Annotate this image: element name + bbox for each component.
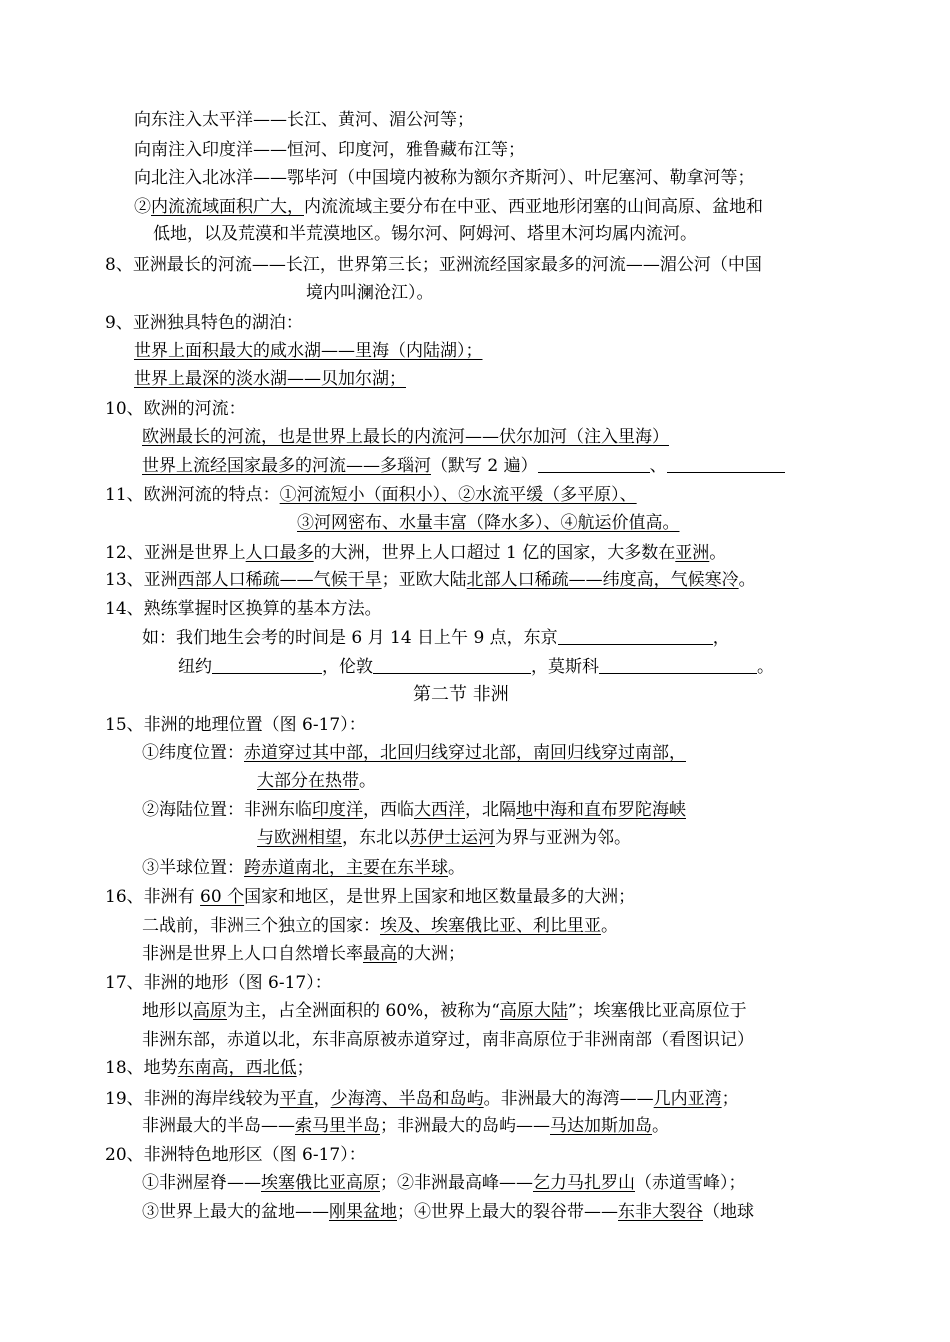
underlined-key-text: 跨赤道南北，主要在东半球 xyxy=(244,858,448,878)
text-run: ③半球位置： xyxy=(142,858,244,878)
underlined-key-text: ③河网密布、水量丰富（降水多）、④航运价值高。 xyxy=(297,513,680,533)
underlined-key-text: 赤道穿过其中部，北回归线穿过北部，南回归线穿过南部， xyxy=(244,743,686,763)
underlined-key-text: 埃及、埃塞俄比亚、利比里亚 xyxy=(380,916,601,936)
text-line xyxy=(105,483,637,507)
text-line xyxy=(105,253,762,277)
text-line xyxy=(105,311,303,335)
underlined-key-text: 乞力马扎罗山 xyxy=(533,1173,635,1193)
text-line xyxy=(142,798,686,822)
text-run: ， xyxy=(712,628,730,648)
underlined-key-text: 埃塞俄比亚高原 xyxy=(261,1173,380,1193)
text-line xyxy=(134,138,525,162)
underlined-key-text: 60 个 xyxy=(200,887,245,907)
text-run: ；②非洲最高峰—— xyxy=(380,1173,533,1193)
underlined-key-text: 大西洋 xyxy=(414,800,465,820)
text-run: ； xyxy=(296,1058,314,1078)
text-line xyxy=(306,281,434,305)
underlined-key-text: 高原 xyxy=(193,1001,227,1021)
text-run: 9、亚洲独具特色的湖泊： xyxy=(105,313,303,333)
text-line xyxy=(153,222,697,246)
underlined-key-text: 北部人口稀疏——纬度高，气候寒冷 xyxy=(466,570,739,590)
underlined-key-text: 苏伊士运河 xyxy=(410,828,495,848)
text-run: 。 xyxy=(757,657,774,677)
text-line xyxy=(297,511,680,535)
answer-blank[interactable] xyxy=(558,627,713,645)
text-run: ； xyxy=(721,1089,739,1109)
underlined-key-text: 亚洲 xyxy=(675,543,710,563)
underlined-key-text: 人口最多 xyxy=(245,543,314,563)
text-line xyxy=(142,1171,746,1195)
answer-blank[interactable] xyxy=(538,455,650,473)
text-run: 低地，以及荒漠和半荒漠地区。锡尔河、阿姆河、塔里木河均属内流河。 xyxy=(153,224,697,244)
text-run: ②海陆位置：非洲东临 xyxy=(142,800,312,820)
text-line xyxy=(134,195,763,219)
underlined-key-text: 东南高，西北低 xyxy=(177,1058,297,1078)
text-run: 17、非洲的地形（图 6-17）： xyxy=(105,973,332,993)
text-run: ② xyxy=(134,197,151,217)
text-line xyxy=(142,999,747,1023)
text-run: 境内叫澜沧江）。 xyxy=(306,283,434,303)
text-line xyxy=(105,713,366,737)
text-run: 二战前，非洲三个独立的国家： xyxy=(142,916,380,936)
text-run: 16、非洲有 xyxy=(105,887,201,907)
text-line xyxy=(142,942,465,966)
text-line xyxy=(178,655,774,679)
text-line xyxy=(142,856,465,880)
underlined-key-text: 印度洋 xyxy=(312,800,363,820)
answer-blank[interactable] xyxy=(373,656,531,674)
text-line xyxy=(105,1056,314,1080)
text-run: 18、地势 xyxy=(105,1058,178,1078)
text-run: 19、非洲的海岸线较为 xyxy=(105,1089,280,1109)
text-line xyxy=(257,769,376,793)
text-run: 、 xyxy=(649,456,667,476)
underlined-key-text: 地中海和直布罗陀海峡 xyxy=(516,800,686,820)
text-run: 向南注入印度洋——恒河、印度河，雅鲁藏布江等； xyxy=(134,140,525,160)
underlined-key-text: 东非大裂谷 xyxy=(618,1202,703,1222)
text-run: 15、非洲的地理位置（图 6-17）： xyxy=(105,715,366,735)
text-run: ①非洲屋脊—— xyxy=(142,1173,261,1193)
answer-blank[interactable] xyxy=(212,656,322,674)
text-run: 为主，占全洲面积的 60%，被称为“ xyxy=(227,1001,500,1021)
answer-blank[interactable] xyxy=(599,656,757,674)
underlined-key-text: 欧洲最长的河流，也是世界上最长的内流河——伏尔加河（注入里海） xyxy=(142,427,669,447)
text-line xyxy=(105,885,635,909)
underlined-key-text: ①河流短小（面积小）、②水流平缓（多平原）、 xyxy=(279,485,637,505)
text-line xyxy=(105,397,246,421)
text-line xyxy=(257,826,631,850)
text-run: 13、亚洲 xyxy=(105,570,178,590)
underlined-key-text: 最高 xyxy=(363,944,397,964)
text-line xyxy=(105,541,726,565)
underlined-key-text: 与欧洲相望 xyxy=(257,828,342,848)
underlined-key-text: 内流流域面积广大， xyxy=(151,197,304,217)
underlined-key-text: 马达加斯加岛 xyxy=(550,1116,652,1136)
text-run: 地形以 xyxy=(142,1001,193,1021)
text-run: ③世界上最大的盆地—— xyxy=(142,1202,329,1222)
text-line xyxy=(134,339,483,363)
text-line xyxy=(142,454,785,478)
text-run: 10、欧洲的河流： xyxy=(105,399,246,419)
text-run: ”；埃塞俄比亚高原位于 xyxy=(567,1001,747,1021)
text-run: 。 xyxy=(448,858,465,878)
text-line xyxy=(142,914,618,938)
text-run: ；亚欧大陆 xyxy=(381,570,467,590)
text-run: 向东注入太平洋——长江、黄河、湄公河等； xyxy=(134,110,474,130)
underlined-key-text: 索马里半岛 xyxy=(295,1116,380,1136)
text-line xyxy=(142,425,669,449)
underlined-key-text: 世界上流经国家最多的河流——多瑙河 xyxy=(142,456,431,476)
text-run: 20、非洲特色地形区（图 6-17）： xyxy=(105,1145,366,1165)
text-run: 。非洲最大的海湾—— xyxy=(483,1089,654,1109)
underlined-key-text: 世界上面积最大的咸水湖——里海（内陆湖）； xyxy=(134,341,483,361)
text-line xyxy=(134,367,406,391)
underlined-key-text: 少海湾、半岛和岛屿 xyxy=(330,1089,484,1109)
text-run: ， xyxy=(313,1089,331,1109)
text-line xyxy=(105,1143,366,1167)
text-run: 非洲东部，赤道以北，东非高原被赤道穿过，南非高原位于非洲南部（看图识记） xyxy=(142,1030,754,1050)
text-line xyxy=(142,741,686,765)
text-run: （默写 2 遍） xyxy=(431,456,538,476)
text-line xyxy=(134,108,474,132)
text-run: 如：我们地生会考的时间是 6 月 14 日上午 9 点，东京 xyxy=(142,628,558,648)
text-line xyxy=(105,1087,739,1111)
text-run: （赤道雪峰）； xyxy=(635,1173,746,1193)
text-run: ；④世界上最大的裂谷带—— xyxy=(397,1202,618,1222)
text-run: 。 xyxy=(652,1116,669,1136)
text-run: 为界与亚洲为邻。 xyxy=(495,828,631,848)
underlined-key-text: 几内亚湾 xyxy=(653,1089,722,1109)
text-line xyxy=(142,1028,754,1052)
underlined-key-text: 刚果盆地 xyxy=(329,1202,397,1222)
text-run: 国家和地区，是世界上国家和地区数量最多的大洲； xyxy=(244,887,636,907)
text-run: 8、亚洲最长的河流——长江，世界第三长；亚洲流经国家最多的河流——湄公河（中国 xyxy=(105,255,762,275)
text-run: 。 xyxy=(359,771,376,791)
text-run: 12、亚洲是世界上 xyxy=(105,543,246,563)
text-run: 11、欧洲河流的特点： xyxy=(105,485,280,505)
underlined-key-text: 平直 xyxy=(279,1089,314,1109)
text-run: ，东北以 xyxy=(342,828,410,848)
text-run: 14、熟练掌握时区换算的基本方法。 xyxy=(105,599,382,619)
text-run: 内流流域主要分布在中亚、西亚地形闭塞的山间高原、盆地和 xyxy=(304,197,763,217)
text-line xyxy=(142,1200,754,1224)
text-line xyxy=(105,597,382,621)
underlined-key-text: 高原大陆 xyxy=(499,1001,568,1021)
text-run: ，莫斯科 xyxy=(531,657,599,677)
text-run: 的大洲； xyxy=(397,944,465,964)
text-run: 。 xyxy=(601,916,618,936)
text-run: （地球 xyxy=(703,1202,754,1222)
answer-blank[interactable] xyxy=(667,455,785,473)
text-run: 纽约 xyxy=(178,657,212,677)
text-line xyxy=(142,1114,669,1138)
underlined-key-text: 西部人口稀疏——气候干旱 xyxy=(177,570,382,590)
text-run: ；非洲最大的岛屿—— xyxy=(380,1116,550,1136)
text-line xyxy=(105,971,332,995)
text-line xyxy=(105,568,756,592)
text-run: ，伦敦 xyxy=(322,657,373,677)
text-run: 第二节 非洲 xyxy=(413,684,509,705)
text-run: 。 xyxy=(709,543,727,563)
text-run: ，西临 xyxy=(363,800,414,820)
text-run: 向北注入北冰洋——鄂毕河（中国境内被称为额尔齐斯河）、叶尼塞河、勒拿河等； xyxy=(134,168,755,188)
text-run: ①纬度位置： xyxy=(142,743,244,763)
text-run: 非洲最大的半岛—— xyxy=(142,1116,295,1136)
text-run: 非洲是世界上人口自然增长率 xyxy=(142,944,363,964)
text-run: 的大洲，世界上人口超过 1 亿的国家，大多数在 xyxy=(313,543,676,563)
underlined-key-text: 世界上最深的淡水湖——贝加尔湖； xyxy=(134,369,406,389)
underlined-key-text: 大部分在热带 xyxy=(257,771,359,791)
text-line xyxy=(142,626,730,650)
text-run: ，北隔 xyxy=(465,800,516,820)
text-run: 。 xyxy=(738,570,756,590)
text-line xyxy=(134,166,755,190)
section-title xyxy=(413,683,509,707)
